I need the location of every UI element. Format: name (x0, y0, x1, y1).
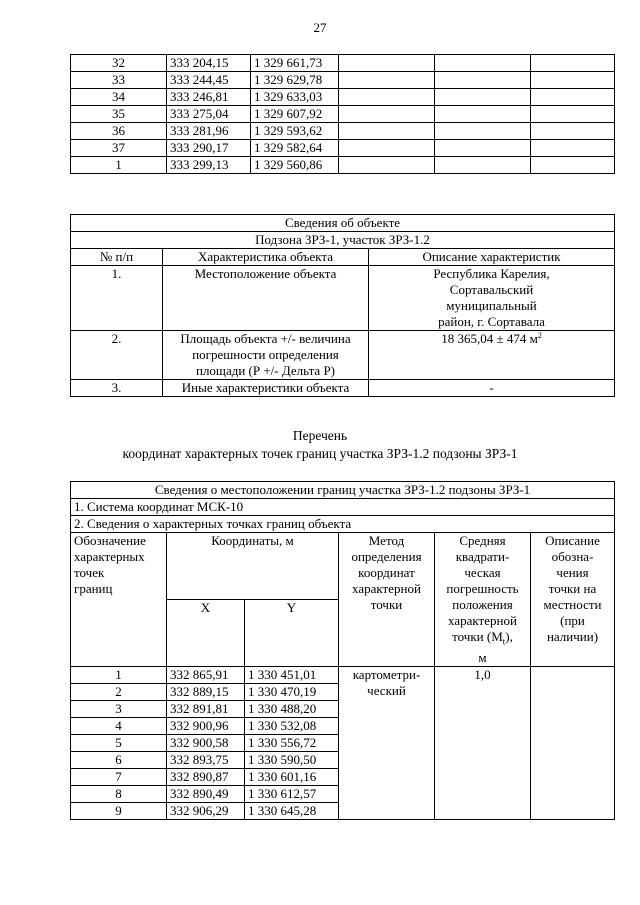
header-line: Описание (545, 533, 600, 548)
coord-y: 1 330 532,08 (245, 717, 339, 734)
desc-line: Сортавальский (449, 282, 534, 297)
point-number: 5 (71, 734, 167, 751)
point-number: 32 (71, 55, 167, 72)
name-line: площади (Р +/- Дельта Р) (195, 363, 335, 378)
empty-cell (339, 72, 435, 89)
point-number: 6 (71, 751, 167, 768)
object-info-title: Сведения об объекте (71, 215, 615, 232)
coord-y: 1 329 560,86 (251, 157, 339, 174)
empty-cell (339, 157, 435, 174)
empty-cell (339, 89, 435, 106)
error-cell: 1,0 (435, 666, 531, 819)
coord-y: 1 330 488,20 (245, 700, 339, 717)
header-line: характерной (448, 613, 517, 628)
point-number: 9 (71, 802, 167, 819)
boundary-table-title: Сведения о местоположении границ участка ЗРЗ-1.2 подзоны ЗРЗ-1 (71, 482, 615, 499)
empty-cell (435, 106, 531, 123)
row-num: 3. (71, 380, 163, 397)
header-line: границ (74, 581, 113, 596)
coord-x: 332 906,29 (167, 802, 245, 819)
header-text: точки (М (452, 629, 503, 644)
empty-cell (531, 123, 615, 140)
header-line: наличии) (546, 629, 599, 644)
list-heading: Перечень (292, 428, 348, 443)
header-text: ), (505, 629, 513, 644)
empty-cell (531, 106, 615, 123)
header-line: характерных (74, 549, 145, 564)
name-line: погрешности определения (192, 347, 339, 362)
row-characteristic (163, 331, 369, 380)
header-line: обозна- (551, 549, 594, 564)
header-line: ческая (464, 565, 501, 580)
header-coordinates: Координаты, м (167, 533, 339, 600)
header-x: X (167, 599, 245, 666)
row-characteristic: Иные характеристики объекта (163, 380, 369, 397)
point-number: 37 (71, 140, 167, 157)
point-number: 36 (71, 123, 167, 140)
point-number: 33 (71, 72, 167, 89)
object-info-table (70, 214, 615, 397)
row-description (369, 331, 615, 380)
header-line: чения (556, 565, 589, 580)
table-row (71, 106, 615, 123)
header-line (438, 629, 527, 650)
empty-cell (435, 55, 531, 72)
header-method (339, 533, 435, 667)
point-number: 8 (71, 785, 167, 802)
point-number: 2 (71, 683, 167, 700)
coord-x: 333 299,13 (167, 157, 251, 174)
points-section: 2. Сведения о характерных точках границ объекта (71, 516, 615, 533)
empty-cell (531, 89, 615, 106)
header-location-description (531, 533, 615, 667)
coord-y: 1 330 645,28 (245, 802, 339, 819)
header-line: Средняя (459, 533, 506, 548)
coord-y: 1 330 601,16 (245, 768, 339, 785)
coord-x: 332 890,49 (167, 785, 245, 802)
empty-cell (531, 157, 615, 174)
empty-cell (339, 106, 435, 123)
empty-cell (435, 157, 531, 174)
coord-y: 1 329 633,03 (251, 89, 339, 106)
empty-cell (435, 123, 531, 140)
coord-x: 333 290,17 (167, 140, 251, 157)
method-line: картометри- (352, 666, 421, 682)
header-description: Описание характеристик (369, 249, 615, 266)
desc-line: Республика Карелия, (433, 266, 550, 281)
coord-x: 332 900,58 (167, 734, 245, 751)
empty-cell (531, 140, 615, 157)
table-row (71, 89, 615, 106)
header-line: Обозначение (74, 533, 146, 548)
empty-cell (339, 55, 435, 72)
coord-x: 332 891,81 (167, 700, 245, 717)
point-number: 34 (71, 89, 167, 106)
point-number: 1 (71, 666, 167, 683)
row-characteristic: Местоположение объекта (163, 266, 369, 331)
area-value: 18 365,04 ± 474 м (441, 331, 538, 346)
description-cell (531, 666, 615, 819)
row-description: - (369, 380, 615, 397)
header-line: квадрати- (455, 549, 510, 564)
header-point (71, 533, 167, 667)
table-row (71, 666, 615, 683)
header-line: м (478, 649, 487, 665)
table-row (71, 140, 615, 157)
point-number: 3 (71, 700, 167, 717)
header-line: погрешность (446, 581, 519, 596)
method-cell (339, 666, 435, 819)
coord-x: 333 275,04 (167, 106, 251, 123)
coord-y: 1 330 612,57 (245, 785, 339, 802)
header-line: определения (351, 549, 422, 564)
header-line: (при (560, 613, 585, 628)
header-line: характерной (352, 581, 421, 596)
row-description (369, 266, 615, 331)
header-line: координат (358, 565, 415, 580)
point-number: 1 (71, 157, 167, 174)
row-num: 2. (71, 331, 163, 380)
empty-cell (435, 140, 531, 157)
desc-line: район, г. Сортавала (438, 314, 545, 329)
coord-x: 333 204,15 (167, 55, 251, 72)
coord-x: 332 893,75 (167, 751, 245, 768)
point-number: 4 (71, 717, 167, 734)
point-number: 35 (71, 106, 167, 123)
table-row (71, 55, 615, 72)
header-line: положения (452, 597, 513, 612)
area-unit-exponent: 2 (537, 331, 542, 340)
coord-x: 332 900,96 (167, 717, 245, 734)
coord-y: 1 329 582,64 (251, 140, 339, 157)
coord-y: 1 330 451,01 (245, 666, 339, 683)
coord-y: 1 329 607,92 (251, 106, 339, 123)
coord-x: 333 281,96 (167, 123, 251, 140)
table-row (71, 123, 615, 140)
coord-x: 333 244,45 (167, 72, 251, 89)
point-number: 7 (71, 768, 167, 785)
table-row (71, 72, 615, 89)
header-subscript: t (502, 636, 506, 647)
coord-x: 332 865,91 (167, 666, 245, 683)
header-line: точки (370, 597, 403, 612)
header-error (435, 533, 531, 667)
coord-y: 1 330 470,19 (245, 683, 339, 700)
coord-x: 332 889,15 (167, 683, 245, 700)
header-line: местности (543, 597, 602, 612)
coord-y: 1 330 556,72 (245, 734, 339, 751)
coord-y: 1 330 590,50 (245, 751, 339, 768)
name-line: Площадь объекта +/- величина (180, 331, 351, 346)
desc-line: муниципальный (446, 298, 537, 313)
empty-cell (531, 72, 615, 89)
coordinate-system: 1. Система координат МСК-10 (71, 499, 615, 516)
row-num: 1. (71, 266, 163, 331)
coord-y: 1 329 661,73 (251, 55, 339, 72)
coord-x: 332 890,87 (167, 768, 245, 785)
object-info-subtitle: Подзона ЗРЗ-1, участок ЗРЗ-1.2 (71, 232, 615, 249)
empty-cell (435, 89, 531, 106)
coord-y: 1 329 593,62 (251, 123, 339, 140)
empty-cell (435, 72, 531, 89)
empty-cell (531, 55, 615, 72)
boundary-coordinates-table (70, 481, 615, 820)
coordinates-continuation-table (70, 54, 615, 174)
header-line: точек (74, 565, 105, 580)
method-line: ческий (367, 682, 406, 698)
coord-x: 333 246,81 (167, 89, 251, 106)
empty-cell (339, 123, 435, 140)
header-characteristic: Характеристика объекта (163, 249, 369, 266)
coord-y: 1 329 629,78 (251, 72, 339, 89)
header-line: Метод (368, 533, 405, 548)
empty-cell (339, 140, 435, 157)
table-row (71, 157, 615, 174)
list-subheading: координат характерных точек границ участка ЗРЗ-1.2 подзоны ЗРЗ-1 (122, 446, 518, 461)
header-line: точки на (548, 581, 597, 596)
header-y: Y (245, 599, 339, 666)
page-number: 27 (313, 20, 327, 35)
header-num: № п/п (71, 249, 163, 266)
